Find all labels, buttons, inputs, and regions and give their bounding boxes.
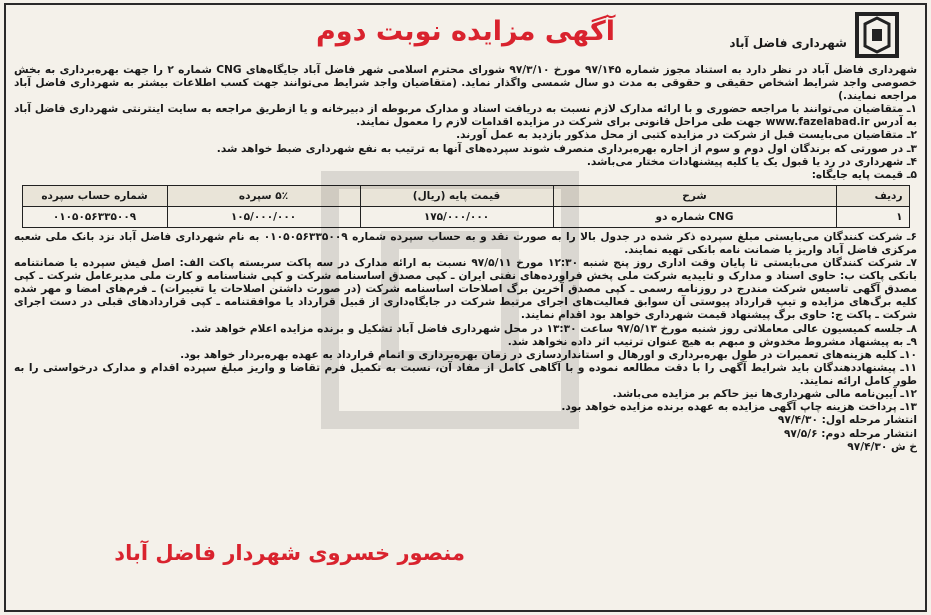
publication-info — [14, 414, 917, 454]
publication-second: انتشار مرحله دوم: ۹۷/۵/۶ — [783, 427, 917, 440]
publication-code: خ ش ۹۷/۴/۳۰ — [847, 440, 917, 453]
table-row — [22, 206, 909, 227]
cell-account-number: ۰۱۰۵۰۵۶۳۳۵۰۰۹ — [22, 206, 167, 227]
header-description: شرح — [553, 185, 836, 206]
publication-first: انتشار مرحله اول: ۹۷/۴/۳۰ — [777, 414, 917, 427]
condition-item-13: ۱۳ـ پرداخت هزینه چاپ آگهی مزایده به عهده برنده مزایده خواهد بود. — [561, 401, 917, 414]
condition-item-10: ۱۰ـ کلیه هزینه‌های تعمیرات در طول بهره‌برداری و اورهال و استانداردسازی در زمان بهره‌برداری و اتمام قرارداد به عهده بهره‌بردار خواهد بود. — [180, 348, 917, 361]
header — [10, 6, 921, 64]
mayor-signature: منصور خسروی شهردار فاضل آباد — [114, 541, 465, 565]
condition-item-9: ۹ـ به پیشنهاد مشروط مخدوش و مبهم به هیچ عنوان ترتیب اثر داده نخواهد شد. — [507, 335, 917, 348]
header-row-number: ردیف — [836, 185, 909, 206]
municipality-name: شهرداری فاضل آباد — [729, 36, 847, 50]
header-account-number: شماره حساب سپرده — [22, 185, 167, 206]
intro-paragraph: شهرداری فاضل آباد در نظر دارد به استناد مجوز شماره ۹۷/۱۴۵ مورخ ۹۷/۳/۱۰ شورای محترم اسلامی شهر فاضل آباد جایگاه‌های CNG شماره ۲ را جهت بهره‌برداری به بخش خصوصی واجد شرایط اشخاص حقیقی و حقوقی به مدت دو سال شمسی واگذار نماید. (متقاضیان واجد شرایط می‌توانند جهت کسب اطلاعات بیشتر به شهرداری فاضل آباد مراجعه نمایند.) — [14, 64, 918, 103]
cell-deposit: ۱۰۵/۰۰۰/۰۰۰ — [167, 206, 360, 227]
header-deposit: ۵٪ سپرده — [167, 185, 360, 206]
condition-item-1: ۱ـ متقاضیان می‌توانند با مراجعه حضوری و با ارائه مدارک لازم نسبت به دریافت اسناد و مدارک مربوطه از دبیرخانه و یا ازطریق مراجعه به سایت اینترنتی شهرداری فاضل آباد به آدرس www.fazelabad.ir جهت طی مراحل قانونی برای شرکت در مزایده اقدامات لازم را معمول نمایند. — [14, 103, 917, 129]
condition-item-3: ۳ـ در صورتی که برندگان اول دوم و سوم از اجاره بهره‌برداری منصرف شوند سپرده‌های آنها به ترتیب به نفع شهرداری ضبط خواهد شد. — [216, 142, 917, 155]
cell-description: CNG شماره دو — [553, 206, 836, 227]
condition-item-4: ۴ـ شهرداری در رد یا قبول یک یا کلیه پیشنهادات مختار می‌باشد. — [586, 155, 917, 168]
condition-item-5: ۵ـ قیمت پایه جایگاه: — [811, 168, 917, 181]
condition-item-12: ۱۲ـ آیین‌نامه مالی شهرداری‌ها نیز حاکم بر مزایده می‌باشد. — [612, 387, 917, 400]
table-header-row — [22, 185, 909, 206]
cell-base-price: ۱۷۵/۰۰۰/۰۰۰ — [360, 206, 553, 227]
cell-row-number: ۱ — [836, 206, 909, 227]
condition-item-2: ۲ـ متقاضیان می‌بایست قبل از شرکت در مزایده کتبی از محل مذکور بازدید به عمل آورند. — [456, 129, 917, 142]
page-title: آگهی مزایده نوبت دوم — [316, 16, 615, 47]
header-base-price: قیمت پایه (ریال) — [360, 185, 553, 206]
announcement-body-continued — [14, 231, 917, 414]
base-price-table — [22, 185, 910, 228]
announcement-body — [14, 64, 917, 182]
condition-item-11: ۱۱ـ پیشنهاددهندگان باید شرایط آگهی را با دقت مطالعه نموده و با آگاهی کامل از مفاد آن، نسبت به تکمیل فرم تقاضا و واریز مبلغ سپرده اقدام و مدارک درخواستی را به طور کامل ارائه نمایند. — [14, 361, 917, 387]
condition-item-7: ۷ـ شرکت کنندگان می‌بایستی تا پایان وقت اداری روز پنج شنبه ۱۲:۳۰ مورخ ۹۷/۵/۱۱ نسبت به ارائه مدارک در سه پاکت سربسته پاکت الف: اصل فیش سپرده یا ضمانتنامه بانکی پاکت ب: حاوی اسناد و مدارک و تاییدیه شرکت ملی پخش فراورده‌های نفتی ایران ـ کپی مصدق اساسنامه شرکت و کپی شناسنامه و کارت ملی مدیرعامل شرکت ـ کپی مصدق آگهی تاسیس شرکت مندرج در روزنامه رسمی ـ کپی مصدق آخرین برگ اصلاحات اساسنامه شرکت (در صورت داشتن اصلاحات یا تغییرات) ـ فرم‌های امضا و مهر شده کلیه برگ‌های مزایده و تیپ قرارداد پیوستی آن سوابق فعالیت‌های اجرای مرتبط شرکت در جایگاه‌داری از قبیل قرارداد یا موافقتنامه ـ کپی قراردادهای قبلی در دست اجرای شرکت ـ پاکت ج: حاوی برگ پیشنهاد قیمت شهرداری خواهد بود اقدام نمایند. — [14, 257, 917, 322]
condition-item-6: ۶ـ شرکت کنندگان می‌بایستی مبلغ سپرده ذکر شده در جدول بالا را به صورت نقد و به حساب سپرده شماره ۰۱۰۵۰۵۶۳۳۵۰۰۹ به نام شهرداری فاضل آباد نزد بانک ملی شعبه مرکزی فاضل آباد واریز یا ضمانت نامه بانکی تهیه نمایند. — [14, 230, 918, 256]
condition-item-8: ۸ـ جلسه کمیسیون عالی معاملاتی روز شنبه مورخ ۹۷/۵/۱۳ ساعت ۱۳:۳۰ در محل شهرداری فاضل آباد تشکیل و برنده مزایده اعلام خواهد شد. — [190, 322, 917, 335]
